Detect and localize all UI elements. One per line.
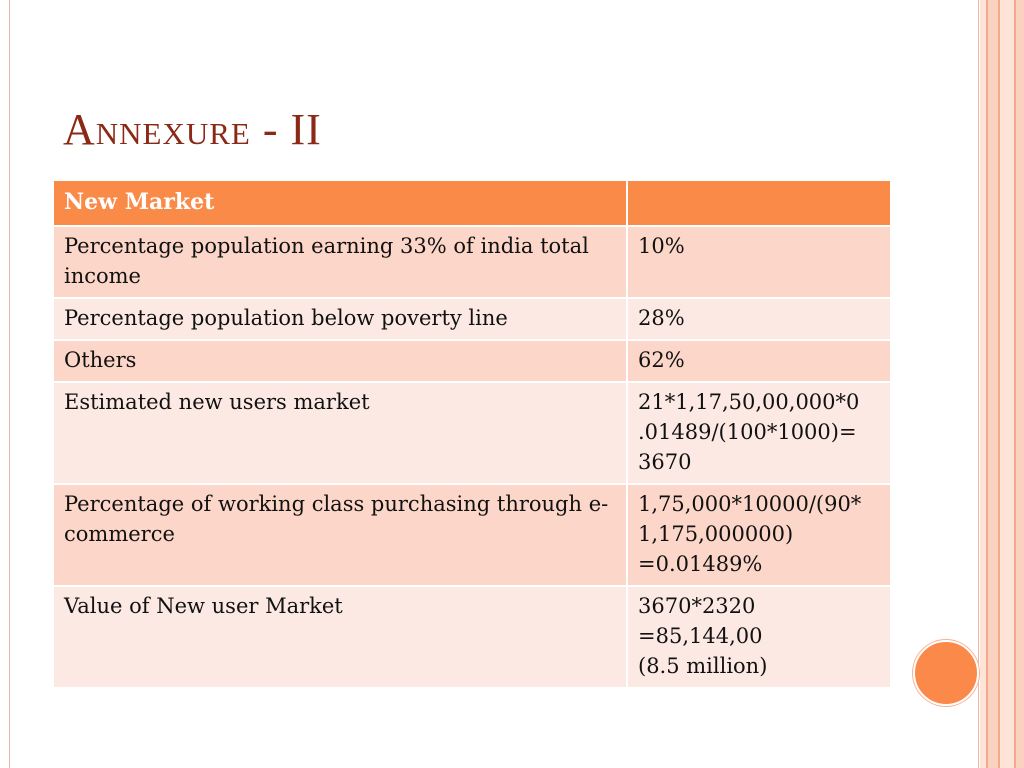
decor-stripe (1000, 0, 1014, 768)
value-line: =0.01489% (638, 552, 763, 576)
row-label: Percentage of working class purchasing through e-commerce (53, 484, 627, 586)
value-line: 28% (638, 306, 685, 330)
row-label: Percentage population below poverty line (53, 298, 627, 340)
table-header-cell (627, 180, 891, 226)
row-value (627, 382, 891, 484)
slide-title: Annexure - II (63, 105, 322, 154)
table-row (53, 298, 891, 340)
table-header-row (53, 180, 891, 226)
row-value (627, 484, 891, 586)
table-row (53, 586, 891, 688)
value-line: (8.5 million) (638, 654, 768, 678)
decor-circle (913, 640, 979, 706)
row-label: Value of New user Market (53, 586, 627, 688)
value-line: 21*1,17,50,00,000*0 (638, 390, 860, 414)
value-line: 3670 (638, 450, 692, 474)
value-line: .01489/(100*1000)= (638, 420, 857, 444)
row-label: Estimated new users market (53, 382, 627, 484)
table-row (53, 382, 891, 484)
value-line: 10% (638, 234, 685, 258)
decor-stripe (988, 0, 998, 768)
table-row (53, 484, 891, 586)
new-market-table (52, 179, 892, 689)
value-line: 62% (638, 348, 685, 372)
value-line: 1,175,000000) (638, 522, 794, 546)
value-line: 1,75,000*10000/(90* (638, 492, 862, 516)
table-header-cell: New Market (53, 180, 627, 226)
decor-stripe (1016, 0, 1024, 768)
row-value (627, 586, 891, 688)
value-line: 3670*2320 (638, 594, 756, 618)
row-value (627, 226, 891, 298)
value-line: =85,144,00 (638, 624, 763, 648)
table-row (53, 226, 891, 298)
row-value (627, 340, 891, 382)
row-label: Others (53, 340, 627, 382)
row-value (627, 298, 891, 340)
row-label: Percentage population earning 33% of india total income (53, 226, 627, 298)
table-row (53, 340, 891, 382)
